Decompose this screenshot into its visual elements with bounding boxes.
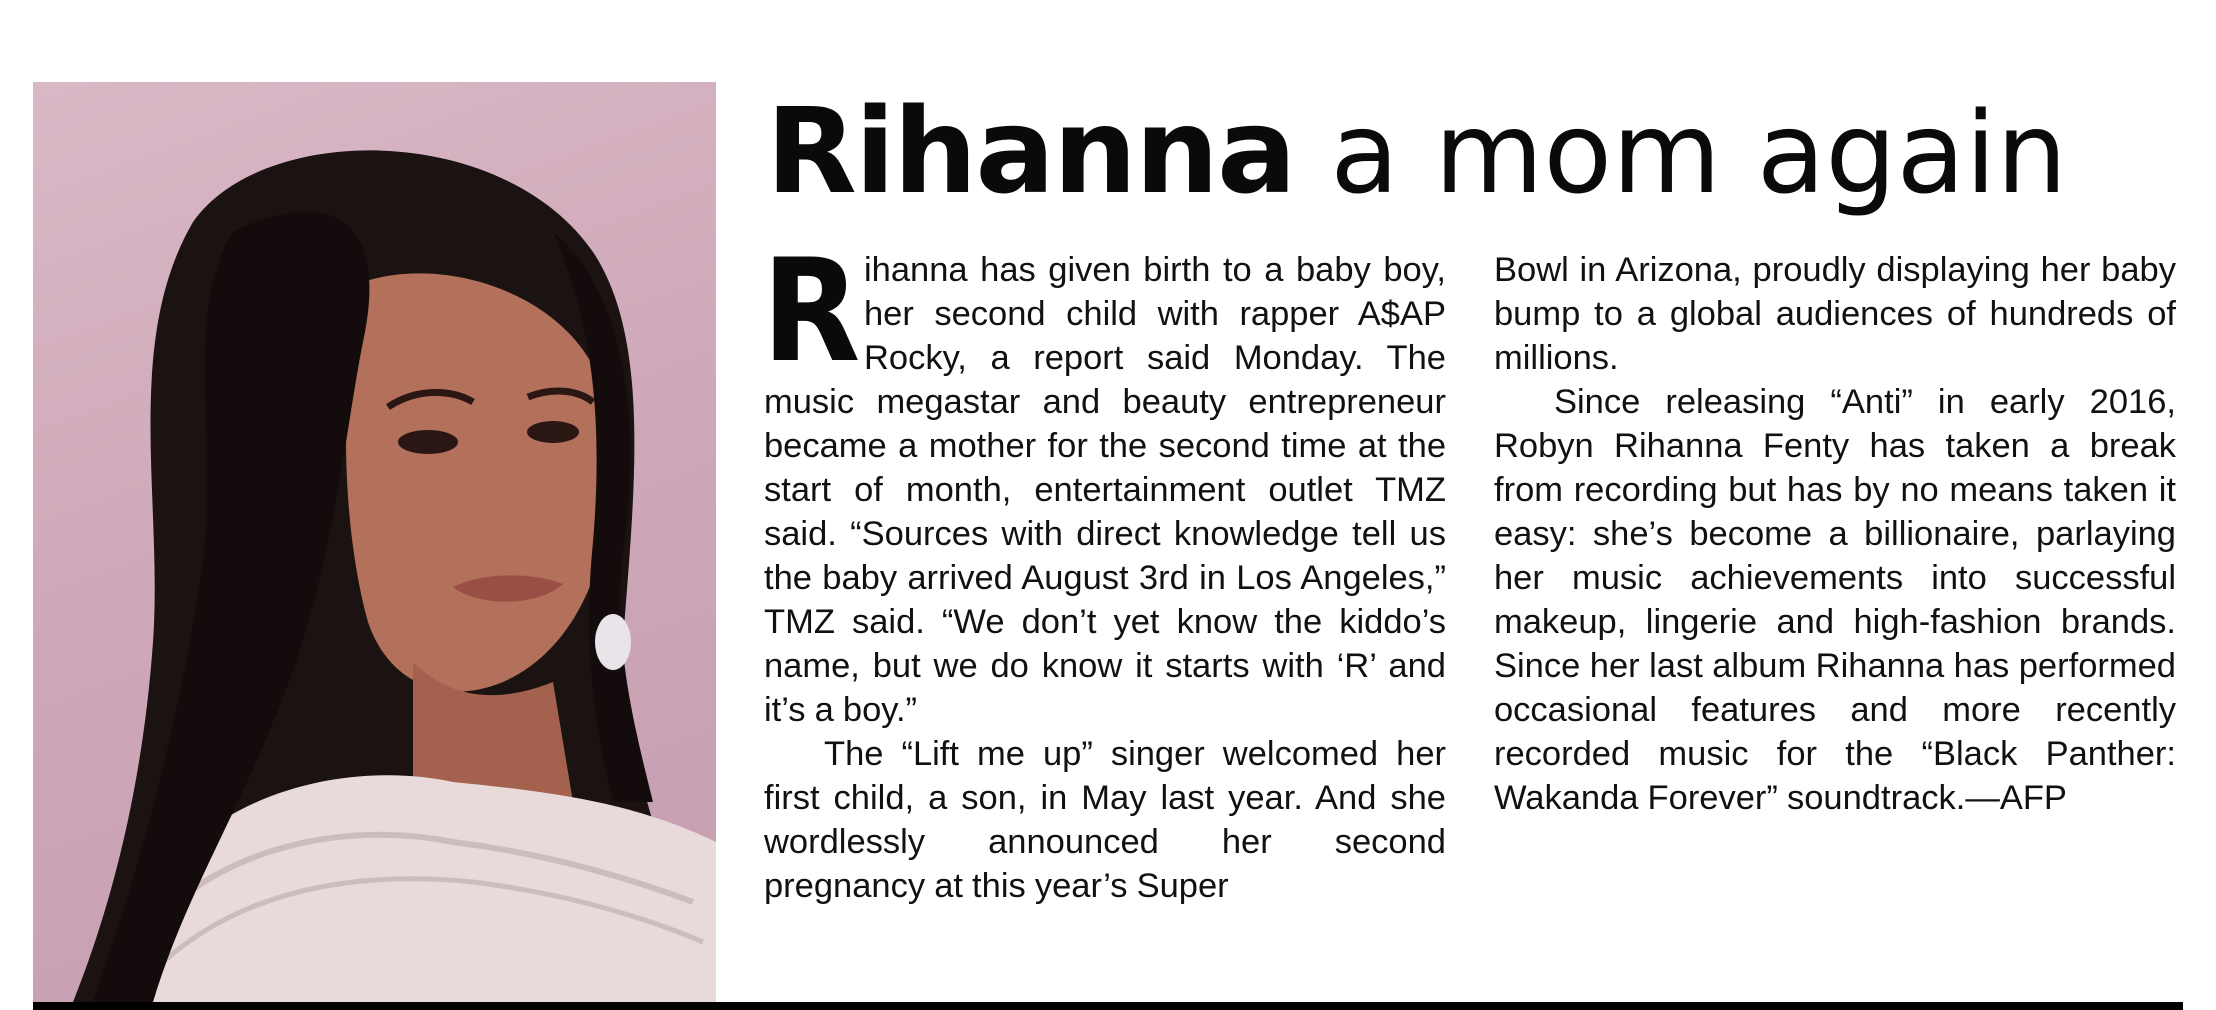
- portrait-illustration: [33, 82, 716, 1002]
- bottom-rule: [33, 1002, 2183, 1010]
- paragraph-1-text: ihanna has given birth to a baby boy, her second child with rapper A$AP Rocky, a report said Monday. The music megastar and beauty entrepreneur became a mother for the second time at the start of month, entertainment outlet TMZ said. “Sources with direct knowledge tell us the baby arrived August 3rd in Los Angeles,” TMZ said. “We don’t yet know the kiddo’s name, but we do know it starts with ‘R’ and it’s a boy.”: [764, 251, 1446, 729]
- headline-rest: a mom again: [1294, 89, 2068, 219]
- article-column-1: [762, 229, 1446, 908]
- paragraph-2: The “Lift me up” singer welcomed her first child, a son, in May last year. And she wordlessly announced her second pregnancy at this year’s Super: [764, 735, 1446, 905]
- headline-name: Rihanna: [766, 82, 1295, 220]
- paragraph-3: Bowl in Arizona, proudly displaying her baby bump to a global audiences of hundreds of millions.: [1494, 251, 2176, 377]
- article-column-2: [1494, 248, 2176, 820]
- article-photo: [33, 82, 716, 1002]
- paragraph-4: Since releasing “Anti” in early 2016, Robyn Rihanna Fenty has taken a break from recording but has by no means taken it easy: she’s become a billionaire, parlaying her music achievements into successful makeup, lingerie and high-fashion brands. Since her last album Rihanna has performed occasional features and more recently recorded music for the “Black Panther: Wakanda Forever” soundtrack.—AFP: [1494, 383, 2176, 817]
- article-headline: [766, 76, 2186, 226]
- paragraph-1: [762, 229, 1446, 732]
- drop-cap: R: [762, 229, 861, 394]
